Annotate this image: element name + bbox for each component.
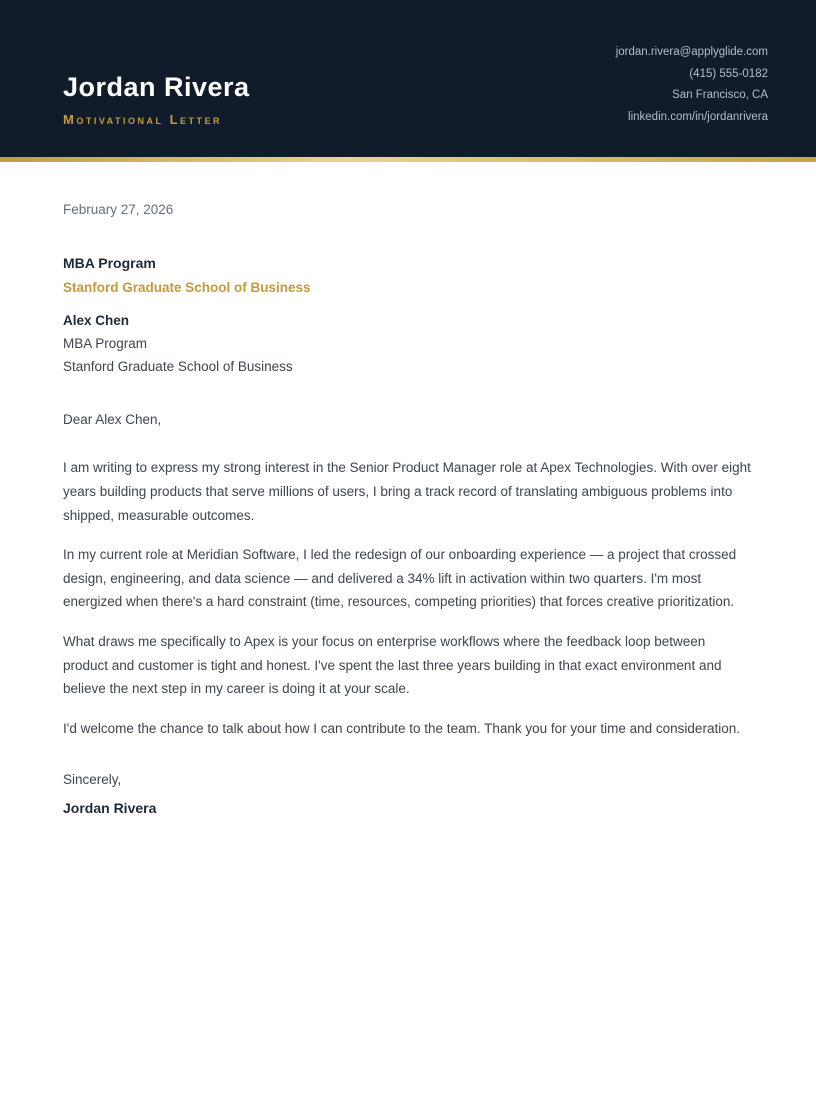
- contact-email: jordan.rivera@applyglide.com: [615, 46, 768, 58]
- letter-paragraph: I'd welcome the chance to talk about how I can contribute to the team. Thank you for your time and consideration.: [63, 720, 740, 736]
- letter-date: February 27, 2026: [63, 202, 174, 217]
- closing: Sincerely,: [63, 772, 122, 788]
- salutation: Dear Alex Chen,: [63, 412, 162, 427]
- header-identity: [63, 73, 250, 127]
- document-type-label: Motivational Letter: [63, 112, 223, 127]
- contact-linkedin: linkedin.com/in/jordanrivera: [628, 110, 768, 123]
- recipient-school: Stanford Graduate School of Business: [63, 280, 311, 295]
- letter-header: [0, 0, 816, 157]
- letter-paragraph: In my current role at Meridian Software, I led the redesign of our onboarding experience — a project that crossed design, engineering, and data science — and delivered a 34% lift in activation within two quarters. I'm most energized when there's a hard constraint (time, resources, competing priorities) that forces creative prioritization.: [63, 546, 737, 610]
- letter-paragraph: What draws me specifically to Apex is your focus on enterprise workflows where the feedback loop between product and customer is tight and honest. I've spent the last three years building in that exact environment and believe the next step in my career is doing it at your scale.: [63, 633, 722, 697]
- recipient-program: MBA Program: [63, 255, 156, 271]
- contact-phone: (415) 555-0182: [689, 67, 768, 80]
- signature-name: Jordan Rivera: [63, 800, 157, 817]
- header-contact-block: [616, 42, 768, 128]
- recipient-contact-program: MBA Program: [63, 336, 148, 351]
- recipient-block: [63, 255, 753, 295]
- letter-body: [0, 162, 816, 816]
- recipient-contact-school: Stanford Graduate School of Business: [63, 359, 293, 374]
- recipient-contact-block: [63, 309, 753, 378]
- letter-paragraph: I am writing to express my strong interest in the Senior Product Manager role at Apex Technologies. With over eight years building products that serve millions of users, I bring a track record of translating ambiguous problems into shipped, measurable outcomes.: [63, 460, 751, 523]
- recipient-name: Alex Chen: [63, 313, 130, 328]
- applicant-name: Jordan Rivera: [63, 72, 250, 103]
- contact-location: San Francisco, CA: [672, 89, 768, 101]
